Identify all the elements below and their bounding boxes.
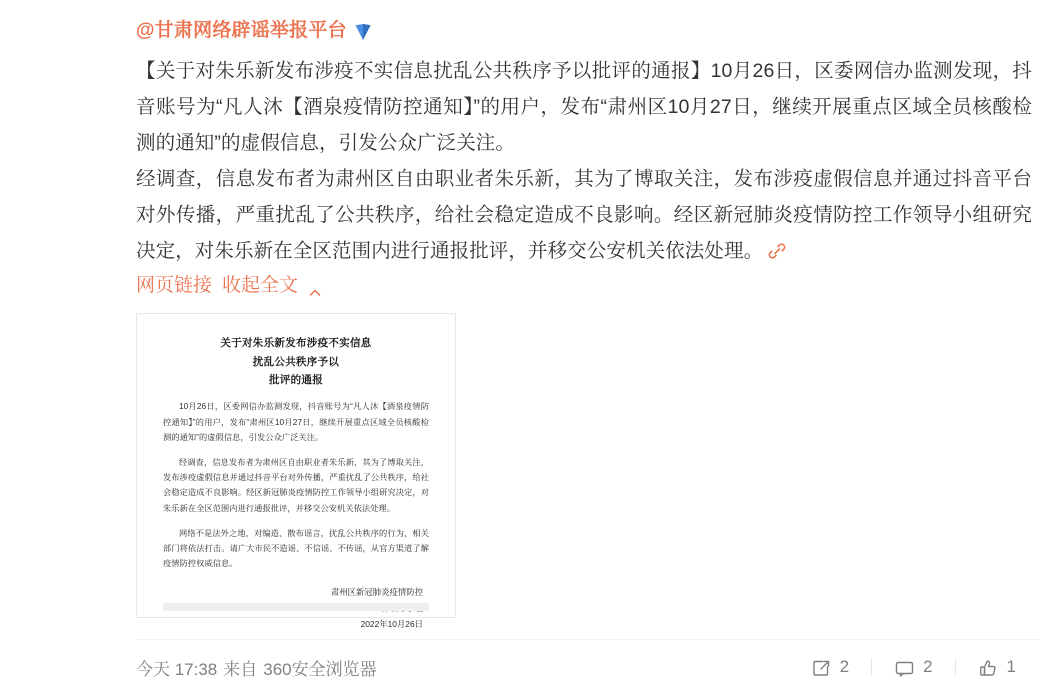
- repost-icon: [811, 658, 832, 679]
- thumbs-up-icon: [978, 658, 999, 679]
- web-link[interactable]: 网页链接: [136, 274, 213, 296]
- author-name[interactable]: @甘肃网络辟谣举报平台: [136, 20, 347, 41]
- comment-button[interactable]: [872, 657, 954, 678]
- post-source-prefix: 来自: [223, 659, 258, 679]
- doc-footer-bar: [163, 603, 429, 611]
- verified-badge-icon: [353, 22, 373, 42]
- doc-signature-line-1: 肃州区新冠肺炎疫情防控: [330, 587, 423, 598]
- post-body: [136, 53, 1032, 269]
- doc-paragraph-1: 10月26日，区委网信办监测发现，抖音账号为“凡人沐【酒泉疫情防控通知】”的用户，发布“肃州区10月27日，继续开展重点区域全员核酸检测的通知”的虚假信息，引发公众广泛关注。: [163, 402, 429, 442]
- doc-signature-line-3: 2022年10月26日: [360, 619, 423, 630]
- post-meta-left: [136, 655, 377, 680]
- like-count: 1: [1006, 657, 1016, 676]
- post-source[interactable]: 360安全浏览器: [263, 659, 377, 679]
- post-time: 今天 17:38: [136, 659, 218, 679]
- doc-paragraph-2: 经调查，信息发布者为肃州区自由职业者朱乐新，其为了博取关注，发布涉疫虚假信息并通过抖音平台对外传播，严重扰乱了公共秩序，给社会稳定造成不良影响。经区新冠肺炎疫情防控工作领导小组研究决定，对朱乐新在全区范围内进行通报批评，并移交公安机关依法处理。: [163, 458, 429, 513]
- post-paragraph-1: 【关于对朱乐新发布涉疫不实信息扰乱公共秩序予以批评的通报】10月26日，区委网信办监测发现，抖音账号为“凡人沐【酒泉疫情防控通知】”的用户，发布“肃州区10月27日，继续开展重点区域全员核酸检测的通知”的虚假信息，引发公众广泛关注。: [136, 59, 1032, 154]
- repost-button[interactable]: [789, 657, 871, 678]
- repost-count: 2: [839, 657, 850, 676]
- caret-up-icon[interactable]: [308, 280, 322, 294]
- comment-icon: [894, 658, 915, 679]
- doc-title-line-3: 批评的通报: [269, 374, 323, 387]
- post-paragraph-2: [136, 161, 1032, 269]
- like-button[interactable]: [956, 657, 1038, 678]
- comment-count: 2: [923, 657, 933, 676]
- doc-title-line-1: 关于对朱乐新发布涉疫不实信息: [220, 337, 372, 350]
- post-paragraph-2-text: 经调查，信息发布者为肃州区自由职业者朱乐新，其为了博取关注，发布涉疫虚假信息并通过抖音平台对外传播，严重扰乱了公共秩序，给社会稳定造成不良影响。经区新冠肺炎疫情防控工作领导小组研究决定，对朱乐新在全区范围内进行通报批评，并移交公安机关依法处理。: [136, 167, 1032, 262]
- doc-title-line-2: 扰乱公共秩序予以: [252, 355, 340, 368]
- post-actions: [136, 271, 1032, 301]
- doc-paragraph-3: 网络不是法外之地，对编造、散布谣言，扰乱公共秩序的行为，相关部门将依法打击。请广大市民不造谣、不信谣、不传谣，从官方渠道了解疫情防控权威信息。: [163, 528, 429, 569]
- collapse-text-button[interactable]: 收起全文: [222, 274, 299, 296]
- link-chain-icon[interactable]: [767, 237, 787, 257]
- post-meta-bar: [136, 639, 1038, 694]
- post-meta-actions: [789, 657, 1038, 678]
- author-line: [136, 18, 1032, 45]
- doc-title: [163, 334, 429, 389]
- attachment-image[interactable]: [136, 313, 456, 630]
